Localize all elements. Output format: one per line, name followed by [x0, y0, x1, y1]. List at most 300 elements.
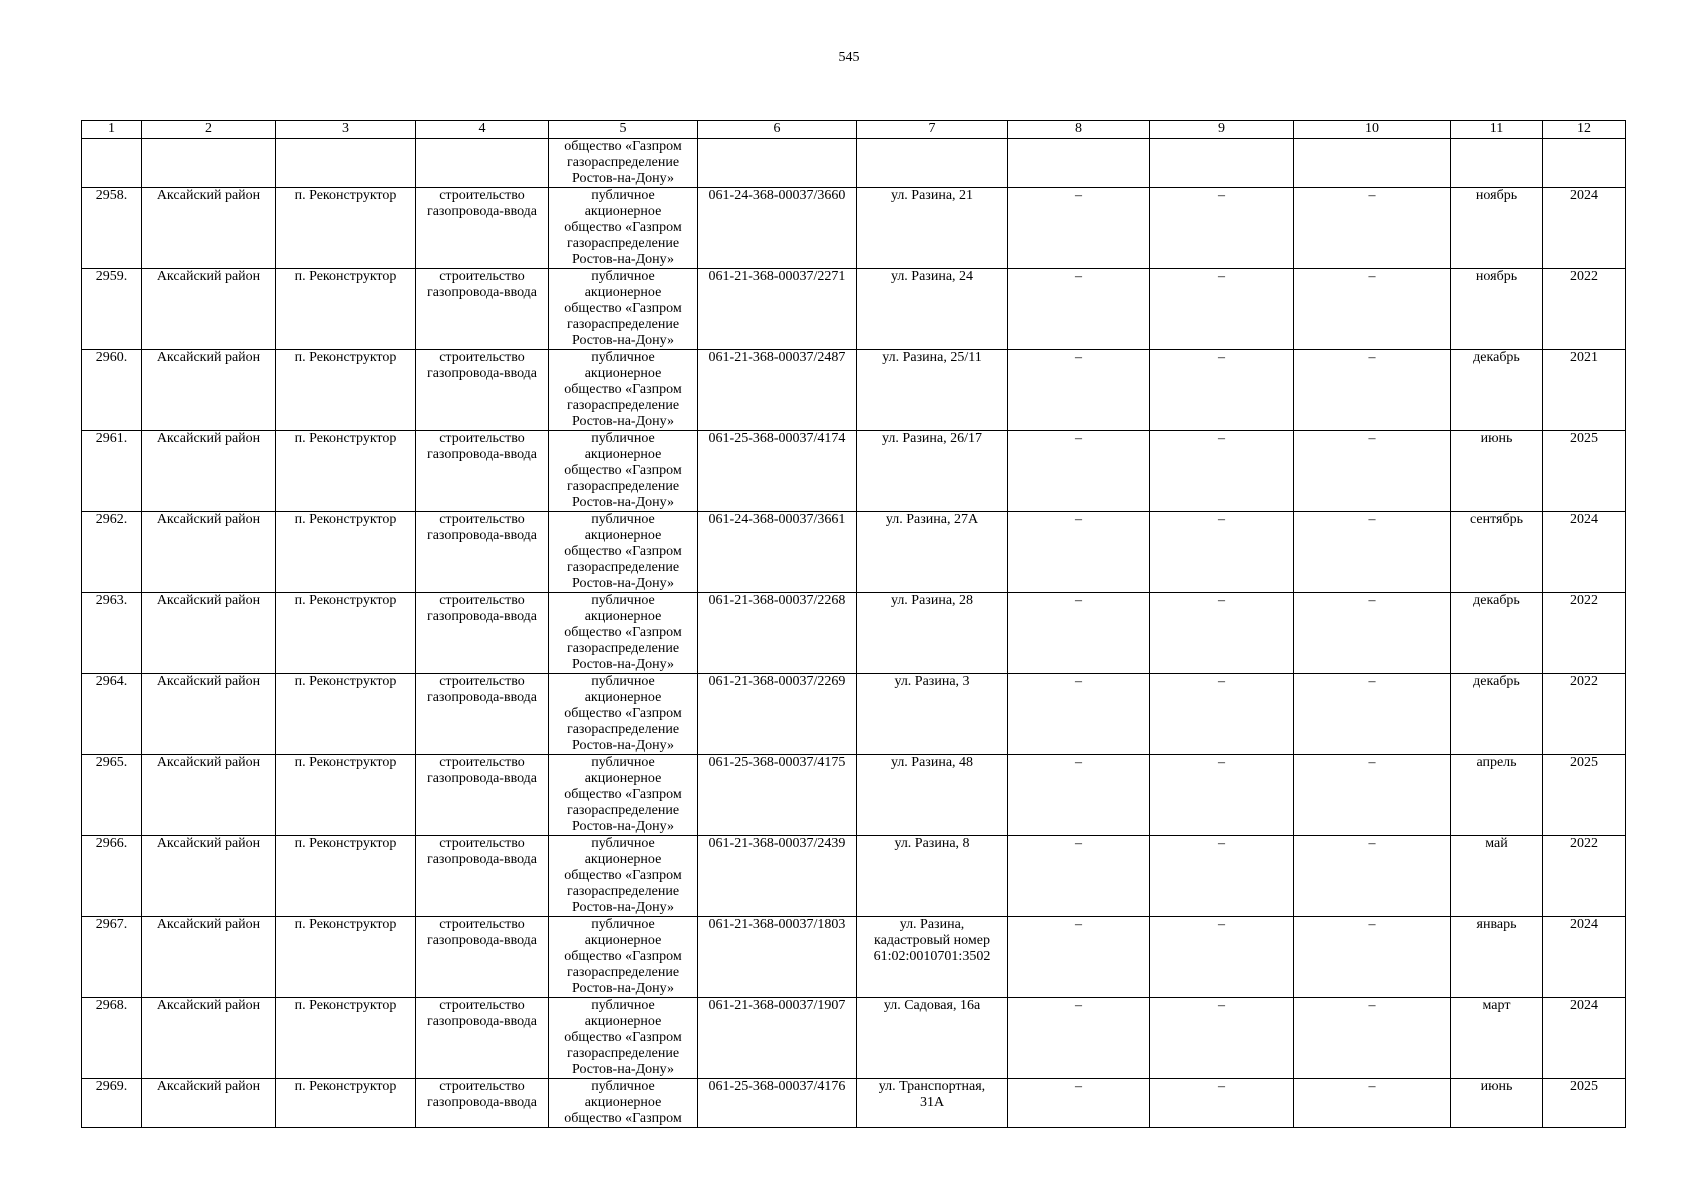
cell-code — [698, 674, 857, 755]
year-text: 2024 — [1570, 512, 1598, 527]
column-header-10: 10 — [1294, 121, 1451, 139]
settlement-text: п. Реконструктор — [294, 755, 397, 770]
cell-month — [1451, 836, 1543, 917]
work-text: строительство газопровода-ввода — [426, 755, 538, 786]
cell-c8 — [1008, 755, 1150, 836]
cell-month — [1451, 593, 1543, 674]
cell-code — [698, 836, 857, 917]
month-text: декабрь — [1473, 674, 1520, 689]
cell-month — [1451, 1079, 1543, 1128]
cell-num — [82, 350, 142, 431]
district-text: Аксайский район — [156, 512, 261, 527]
cell-settlement — [276, 836, 416, 917]
cell-month — [1451, 431, 1543, 512]
cell-c8 — [1008, 674, 1150, 755]
c10-text: – — [1368, 1079, 1376, 1094]
cell-c9 — [1150, 593, 1294, 674]
cell-month — [1451, 139, 1543, 188]
num-text: 2959. — [95, 269, 128, 284]
cell-c8 — [1008, 593, 1150, 674]
cell-work — [416, 431, 549, 512]
cell-address — [857, 755, 1008, 836]
cell-address — [857, 269, 1008, 350]
cell-year — [1543, 836, 1626, 917]
org-text: публичное акционерное общество «Газпром газораспределение Ростов-на-Дону» — [564, 593, 682, 672]
cell-year — [1543, 139, 1626, 188]
num-text: 2962. — [95, 512, 128, 527]
num-text: 2963. — [95, 593, 128, 608]
year-text: 2025 — [1570, 755, 1598, 770]
cell-address — [857, 836, 1008, 917]
cell-district — [142, 917, 276, 998]
cell-org — [549, 139, 698, 188]
month-text: июнь — [1480, 1079, 1513, 1094]
district-text: Аксайский район — [156, 269, 261, 284]
cell-code — [698, 998, 857, 1079]
cell-org — [549, 836, 698, 917]
cell-c9 — [1150, 998, 1294, 1079]
c9-text: – — [1218, 836, 1225, 851]
cell-work — [416, 512, 549, 593]
c10-text: – — [1368, 350, 1376, 365]
cell-year — [1543, 350, 1626, 431]
cell-year — [1543, 431, 1626, 512]
cell-c9 — [1150, 674, 1294, 755]
c8-text: – — [1075, 1079, 1082, 1094]
district-text: Аксайский район — [156, 998, 261, 1013]
cell-work — [416, 350, 549, 431]
settlement-text: п. Реконструктор — [294, 674, 397, 689]
column-header-2: 2 — [142, 121, 276, 139]
c9-text: – — [1218, 1079, 1225, 1094]
cell-district — [142, 512, 276, 593]
settlement-text: п. Реконструктор — [294, 512, 397, 527]
district-text: Аксайский район — [156, 431, 261, 446]
cell-district — [142, 674, 276, 755]
month-text: март — [1482, 998, 1511, 1013]
cell-c9 — [1150, 836, 1294, 917]
cell-c8 — [1008, 998, 1150, 1079]
cell-c9 — [1150, 512, 1294, 593]
cell-org — [549, 593, 698, 674]
district-text: Аксайский район — [156, 593, 261, 608]
cell-org — [549, 755, 698, 836]
cell-org — [549, 269, 698, 350]
cell-month — [1451, 269, 1543, 350]
work-text: строительство газопровода-ввода — [426, 998, 538, 1029]
address-text: ул. Садовая, 16а — [883, 998, 981, 1013]
cell-work — [416, 917, 549, 998]
cell-num — [82, 917, 142, 998]
address-text: ул. Разина, 25/11 — [882, 350, 982, 365]
column-header-4: 4 — [416, 121, 549, 139]
cell-c10 — [1294, 188, 1451, 269]
table-row — [82, 674, 1626, 755]
district-text: Аксайский район — [156, 755, 261, 770]
org-text: публичное акционерное общество «Газпром газораспределение Ростов-на-Дону» — [564, 755, 682, 834]
address-text: ул. Разина, 21 — [890, 188, 974, 203]
c10-text: – — [1368, 755, 1376, 770]
cell-c10 — [1294, 431, 1451, 512]
address-text: ул. Разина, 8 — [894, 836, 970, 851]
c10-text: – — [1368, 188, 1376, 203]
cell-year — [1543, 269, 1626, 350]
c8-text: – — [1075, 188, 1082, 203]
cell-year — [1543, 674, 1626, 755]
column-header-9: 9 — [1150, 121, 1294, 139]
cell-address — [857, 188, 1008, 269]
cell-work — [416, 139, 549, 188]
cell-org — [549, 917, 698, 998]
cell-code — [698, 188, 857, 269]
settlement-text: п. Реконструктор — [294, 1079, 397, 1094]
address-text: ул. Транспортная, 31А — [878, 1079, 986, 1110]
page-number: 545 — [838, 50, 860, 65]
table-row — [82, 836, 1626, 917]
cell-num — [82, 836, 142, 917]
cell-org — [549, 674, 698, 755]
cell-month — [1451, 755, 1543, 836]
table-row — [82, 350, 1626, 431]
district-text: Аксайский район — [156, 1079, 261, 1094]
c10-text: – — [1368, 431, 1376, 446]
c9-text: – — [1218, 593, 1225, 608]
cell-num — [82, 139, 142, 188]
c8-text: – — [1075, 593, 1082, 608]
cell-org — [549, 431, 698, 512]
cell-address — [857, 139, 1008, 188]
settlement-text: п. Реконструктор — [294, 836, 397, 851]
table-row — [82, 755, 1626, 836]
work-text: строительство газопровода-ввода — [426, 674, 538, 705]
code-text: 061-24-368-00037/3661 — [708, 512, 846, 527]
table-body — [82, 139, 1626, 1128]
org-text: публичное акционерное общество «Газпром газораспределение Ростов-на-Дону» — [564, 350, 682, 429]
cell-num — [82, 431, 142, 512]
cell-district — [142, 188, 276, 269]
table-header — [82, 121, 1626, 139]
code-text: 061-25-368-00037/4176 — [708, 1079, 846, 1094]
cell-c8 — [1008, 512, 1150, 593]
cell-district — [142, 350, 276, 431]
cell-code — [698, 139, 857, 188]
num-text: 2960. — [95, 350, 128, 365]
cell-c8 — [1008, 917, 1150, 998]
num-text: 2967. — [95, 917, 128, 932]
cell-work — [416, 269, 549, 350]
cell-c8 — [1008, 269, 1150, 350]
column-header-3: 3 — [276, 121, 416, 139]
cell-c9 — [1150, 350, 1294, 431]
column-header-5: 5 — [549, 121, 698, 139]
num-text: 2958. — [95, 188, 128, 203]
cell-year — [1543, 1079, 1626, 1128]
cell-num — [82, 998, 142, 1079]
org-text: публичное акционерное общество «Газпром газораспределение Ростов-на-Дону» — [564, 188, 682, 267]
c9-text: – — [1218, 350, 1225, 365]
org-text: публичное акционерное общество «Газпром газораспределение Ростов-на-Дону» — [564, 674, 682, 753]
cell-num — [82, 188, 142, 269]
cell-month — [1451, 917, 1543, 998]
cell-district — [142, 755, 276, 836]
cell-c9 — [1150, 188, 1294, 269]
c8-text: – — [1075, 269, 1082, 284]
c9-text: – — [1218, 674, 1225, 689]
c10-text: – — [1368, 998, 1376, 1013]
cell-work — [416, 188, 549, 269]
cell-month — [1451, 998, 1543, 1079]
cell-settlement — [276, 269, 416, 350]
cell-address — [857, 593, 1008, 674]
cell-address — [857, 1079, 1008, 1128]
cell-code — [698, 269, 857, 350]
district-text: Аксайский район — [156, 350, 261, 365]
month-text: декабрь — [1473, 593, 1520, 608]
cell-work — [416, 755, 549, 836]
year-text: 2022 — [1570, 593, 1598, 608]
month-text: июнь — [1480, 431, 1513, 446]
address-text: ул. Разина, кадастровый номер 61:02:0010701:3502 — [873, 917, 991, 964]
district-text: Аксайский район — [156, 674, 261, 689]
cell-code — [698, 512, 857, 593]
cell-settlement — [276, 512, 416, 593]
org-text: публичное акционерное общество «Газпром газораспределение Ростов-на-Дону» — [564, 431, 682, 510]
org-text: публичное акционерное общество «Газпром газораспределение Ростов-на-Дону» — [564, 998, 682, 1077]
cell-year — [1543, 755, 1626, 836]
code-text: 061-25-368-00037/4175 — [708, 755, 846, 770]
cell-code — [698, 755, 857, 836]
cell-c9 — [1150, 269, 1294, 350]
table-row — [82, 269, 1626, 350]
cell-org — [549, 350, 698, 431]
c9-text: – — [1218, 998, 1225, 1013]
cell-c9 — [1150, 917, 1294, 998]
cell-month — [1451, 188, 1543, 269]
c10-text: – — [1368, 512, 1376, 527]
code-text: 061-21-368-00037/2439 — [708, 836, 846, 851]
code-text: 061-21-368-00037/1803 — [708, 917, 846, 932]
cell-num — [82, 593, 142, 674]
cell-c10 — [1294, 755, 1451, 836]
settlement-text: п. Реконструктор — [294, 350, 397, 365]
address-text: ул. Разина, 28 — [890, 593, 974, 608]
c9-text: – — [1218, 512, 1225, 527]
cell-code — [698, 431, 857, 512]
cell-address — [857, 998, 1008, 1079]
cell-org — [549, 998, 698, 1079]
work-text: строительство газопровода-ввода — [426, 512, 538, 543]
num-text: 2966. — [95, 836, 128, 851]
work-text: строительство газопровода-ввода — [426, 350, 538, 381]
c9-text: – — [1218, 188, 1225, 203]
cell-c8 — [1008, 188, 1150, 269]
org-text: публичное акционерное общество «Газпром газораспределение Ростов-на-Дону» — [564, 512, 682, 591]
cell-district — [142, 998, 276, 1079]
c10-text: – — [1368, 269, 1376, 284]
cell-c8 — [1008, 431, 1150, 512]
cell-district — [142, 431, 276, 512]
c8-text: – — [1075, 755, 1082, 770]
cell-c10 — [1294, 1079, 1451, 1128]
cell-c8 — [1008, 350, 1150, 431]
cell-c9 — [1150, 1079, 1294, 1128]
work-text: строительство газопровода-ввода — [426, 269, 538, 300]
cell-settlement — [276, 350, 416, 431]
org-text: публичное акционерное общество «Газпром газораспределение Ростов-на-Дону» — [564, 836, 682, 915]
c8-text: – — [1075, 998, 1082, 1013]
c8-text: – — [1075, 836, 1082, 851]
cell-c10 — [1294, 593, 1451, 674]
address-text: ул. Разина, 3 — [894, 674, 970, 689]
settlement-text: п. Реконструктор — [294, 188, 397, 203]
cell-district — [142, 269, 276, 350]
org-text: общество «Газпром газораспределение Ростов-на-Дону» — [564, 139, 682, 186]
cell-settlement — [276, 1079, 416, 1128]
cell-year — [1543, 512, 1626, 593]
cell-work — [416, 593, 549, 674]
cell-c9 — [1150, 755, 1294, 836]
table-row — [82, 1079, 1626, 1128]
cell-district — [142, 139, 276, 188]
cell-c9 — [1150, 139, 1294, 188]
cell-settlement — [276, 431, 416, 512]
settlement-text: п. Реконструктор — [294, 269, 397, 284]
cell-num — [82, 512, 142, 593]
c10-text: – — [1368, 593, 1376, 608]
work-text: строительство газопровода-ввода — [426, 593, 538, 624]
cell-settlement — [276, 593, 416, 674]
c8-text: – — [1075, 674, 1082, 689]
year-text: 2024 — [1570, 998, 1598, 1013]
year-text: 2025 — [1570, 1079, 1598, 1094]
code-text: 061-21-368-00037/2487 — [708, 350, 846, 365]
cell-address — [857, 917, 1008, 998]
cell-c10 — [1294, 269, 1451, 350]
cell-c10 — [1294, 836, 1451, 917]
year-text: 2021 — [1570, 350, 1598, 365]
continuation-row — [82, 139, 1626, 188]
cell-address — [857, 674, 1008, 755]
cell-c10 — [1294, 917, 1451, 998]
num-text: 2965. — [95, 755, 128, 770]
code-text: 061-21-368-00037/2271 — [708, 269, 846, 284]
cell-c8 — [1008, 139, 1150, 188]
cell-month — [1451, 350, 1543, 431]
table-row — [82, 512, 1626, 593]
column-header-7: 7 — [857, 121, 1008, 139]
table-row — [82, 188, 1626, 269]
address-text: ул. Разина, 24 — [890, 269, 974, 284]
cell-address — [857, 431, 1008, 512]
month-text: май — [1485, 836, 1508, 851]
table-row — [82, 998, 1626, 1079]
code-text: 061-21-368-00037/1907 — [708, 998, 846, 1013]
cell-c10 — [1294, 139, 1451, 188]
month-text: апрель — [1476, 755, 1517, 770]
cell-c10 — [1294, 350, 1451, 431]
num-text: 2964. — [95, 674, 128, 689]
cell-c10 — [1294, 998, 1451, 1079]
cell-code — [698, 350, 857, 431]
cell-num — [82, 755, 142, 836]
column-header-6: 6 — [698, 121, 857, 139]
cell-district — [142, 593, 276, 674]
c8-text: – — [1075, 917, 1082, 932]
work-text: строительство газопровода-ввода — [426, 188, 538, 219]
column-header-11: 11 — [1451, 121, 1543, 139]
cell-c10 — [1294, 512, 1451, 593]
column-header-12: 12 — [1543, 121, 1626, 139]
c10-text: – — [1368, 674, 1376, 689]
cell-work — [416, 674, 549, 755]
c9-text: – — [1218, 917, 1225, 932]
c10-text: – — [1368, 917, 1376, 932]
c9-text: – — [1218, 431, 1225, 446]
cell-settlement — [276, 188, 416, 269]
month-text: сентябрь — [1470, 512, 1523, 527]
num-text: 2969. — [95, 1079, 128, 1094]
cell-month — [1451, 674, 1543, 755]
cell-c9 — [1150, 431, 1294, 512]
c9-text: – — [1218, 269, 1225, 284]
code-text: 061-24-368-00037/3660 — [708, 188, 846, 203]
code-text: 061-25-368-00037/4174 — [708, 431, 846, 446]
cell-settlement — [276, 139, 416, 188]
cell-year — [1543, 593, 1626, 674]
cell-year — [1543, 998, 1626, 1079]
c9-text: – — [1218, 755, 1225, 770]
cell-code — [698, 1079, 857, 1128]
cell-code — [698, 917, 857, 998]
cell-org — [549, 1079, 698, 1128]
year-text: 2024 — [1570, 188, 1598, 203]
year-text: 2022 — [1570, 269, 1598, 284]
code-text: 061-21-368-00037/2269 — [708, 674, 846, 689]
org-text: публичное акционерное общество «Газпром газораспределение Ростов-на-Дону» — [564, 917, 682, 996]
district-text: Аксайский район — [156, 917, 261, 932]
header-row — [82, 121, 1626, 139]
c8-text: – — [1075, 512, 1082, 527]
settlement-text: п. Реконструктор — [294, 917, 397, 932]
c10-text: – — [1368, 836, 1376, 851]
month-text: ноябрь — [1475, 188, 1518, 203]
work-text: строительство газопровода-ввода — [426, 917, 538, 948]
month-text: январь — [1476, 917, 1517, 932]
cell-num — [82, 269, 142, 350]
cell-settlement — [276, 998, 416, 1079]
column-header-8: 8 — [1008, 121, 1150, 139]
cell-org — [549, 188, 698, 269]
cell-num — [82, 1079, 142, 1128]
cell-address — [857, 350, 1008, 431]
cell-month — [1451, 512, 1543, 593]
year-text: 2022 — [1570, 836, 1598, 851]
cell-work — [416, 1079, 549, 1128]
address-text: ул. Разина, 48 — [890, 755, 974, 770]
cell-district — [142, 1079, 276, 1128]
org-text: публичное акционерное общество «Газпром — [564, 1079, 682, 1126]
table-row — [82, 593, 1626, 674]
district-text: Аксайский район — [156, 188, 261, 203]
cell-year — [1543, 188, 1626, 269]
cell-district — [142, 836, 276, 917]
work-text: строительство газопровода-ввода — [426, 836, 538, 867]
year-text: 2024 — [1570, 917, 1598, 932]
month-text: декабрь — [1473, 350, 1520, 365]
cell-work — [416, 836, 549, 917]
cell-work — [416, 998, 549, 1079]
cell-address — [857, 512, 1008, 593]
